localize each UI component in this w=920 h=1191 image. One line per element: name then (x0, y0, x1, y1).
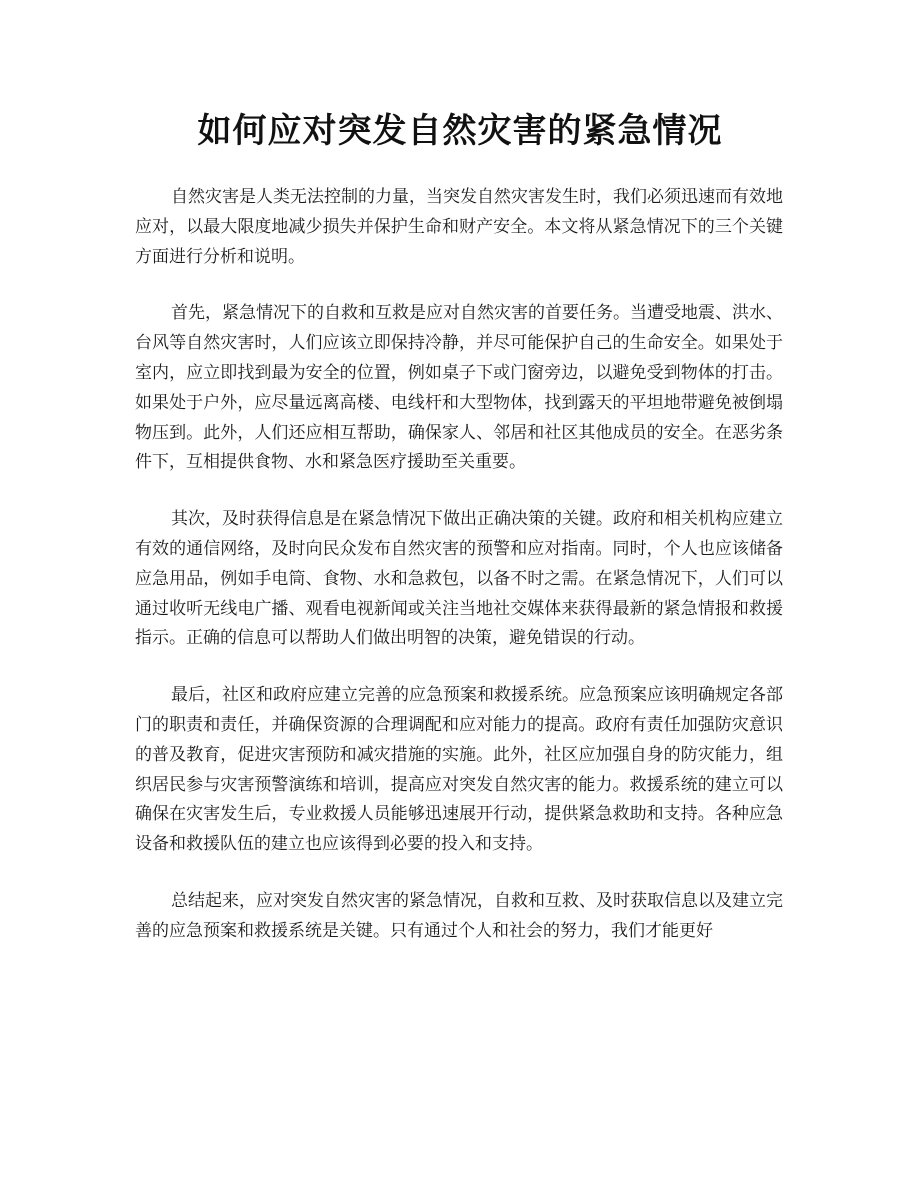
paragraph-intro: 自然灾害是人类无法控制的力量，当突发自然灾害发生时，我们必须迅速而有效地应对，以最大限度地减少损失并保护生命和财产安全。本文将从紧急情况下的三个关键方面进行分析和说明。 (135, 187, 783, 267)
paragraph-conclusion: 总结起来，应对突发自然灾害的紧急情况，自救和互救、及时获取信息以及建立完善的应急预案和救援系统是关键。只有通过个人和社会的努力，我们才能更好 (135, 890, 783, 941)
paragraph-self-rescue: 首先，紧急情况下的自救和互救是应对自然灾害的首要任务。当遭受地震、洪水、台风等自然灾害时，人们应该立即保持冷静，并尽可能保护自己的生命安全。如果处于室内，应立即找到最为安全的位置，例如桌子下或门窗旁边，以避免受到物体的打击。如果处于户外，应尽量远离高楼、电线杆和大型物体，找到露天的平坦地带避免被倒塌物压到。此外，人们还应相互帮助，确保家人、邻居和社区其他成员的安全。在恶劣条件下，互相提供食物、水和紧急医疗援助至关重要。 (135, 303, 783, 473)
paragraph-emergency-plan: 最后，社区和政府应建立完善的应急预案和救援系统。应急预案应该明确规定各部门的职责和责任，并确保资源的合理调配和应对能力的提高。政府有责任加强防灾意识的普及教育，促进灾害预防和减灾措施的实施。此外，社区应加强自身的防灾能力，组织居民参与灾害预警演练和培训，提高应对突发自然灾害的能力。救援系统的建立可以确保在灾害发生后，专业救援人员能够迅速展开行动，提供紧急救助和支持。各种应急设备和救援队伍的建立也应该得到必要的投入和支持。 (135, 685, 783, 855)
document-body (135, 183, 783, 974)
paragraph-information: 其次，及时获得信息是在紧急情况下做出正确决策的关键。政府和相关机构应建立有效的通信网络，及时向民众发布自然灾害的预警和应对指南。同时，个人也应该储备应急用品，例如手电筒、食物、水和急救包，以备不时之需。在紧急情况下，人们可以通过收听无线电广播、观看电视新闻或关注当地社交媒体来获得最新的紧急情报和救援指示。正确的信息可以帮助人们做出明智的决策，避免错误的行动。 (135, 509, 783, 649)
document-title: 如何应对突发自然灾害的紧急情况 (197, 111, 723, 151)
